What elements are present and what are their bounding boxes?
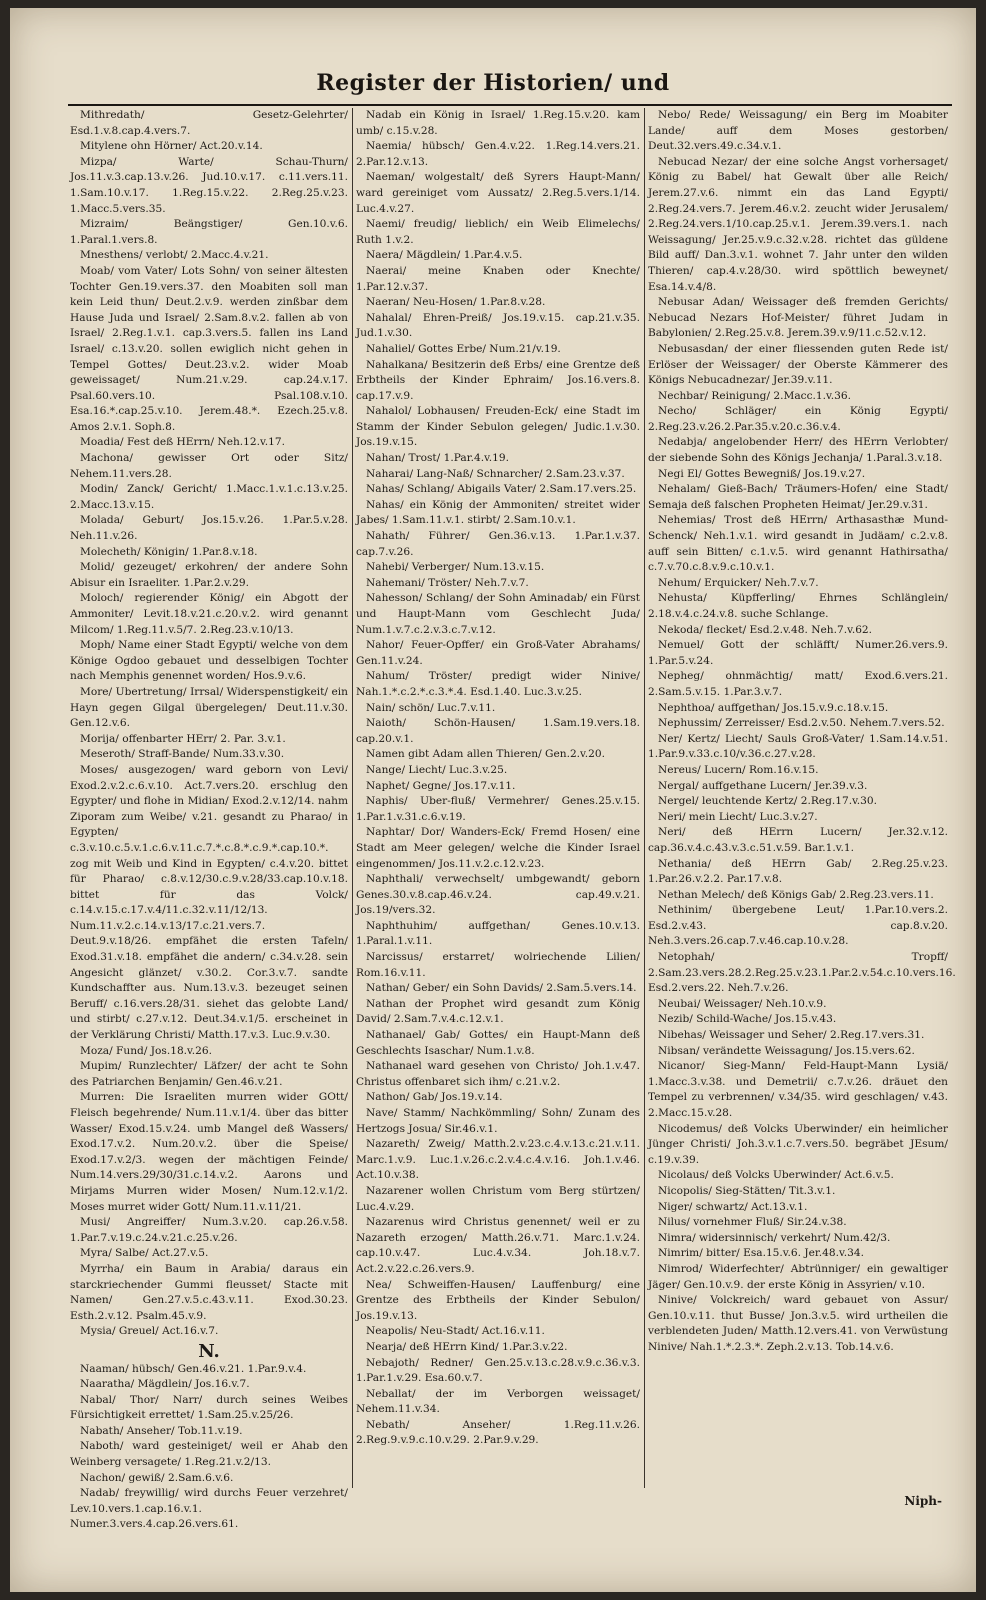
page-header: Register der Historien/ und <box>316 70 670 96</box>
register-entry: Morija/ offenbarter HErr/ 2. Par. 3.v.1. <box>80 732 286 745</box>
register-entry: Nephthoa/ auffgethan/ Jos.15.v.9.c.18.v.15. <box>658 701 889 714</box>
register-entry: Niger/ schwartz/ Act.13.v.1. <box>658 1200 808 1213</box>
register-entry: Naharai/ Lang-Naß/ Schnarcher/ 2.Sam.23.v.37. <box>366 467 625 480</box>
register-entry: Nahas/ Schlang/ Abigails Vater/ 2.Sam.17.vers.25. <box>366 483 637 496</box>
register-entry: Mysia/ Greuel/ Act.16.v.7. <box>80 1325 219 1338</box>
register-entry: Nimrod/ Widerfechter/ Abtrünniger/ ein gewaltiger Jäger/ Gen.10.v.9. der erste König in Assyrien/ v.10. <box>648 1262 948 1291</box>
register-entry: Nehalam/ Gieß-Bach/ Träumers-Hofen/ eine Stadt/ Semaja deß falschen Propheten Heimat/ Jer.29.v.31. <box>648 483 948 511</box>
register-entry: Nabal/ Thor/ Narr/ durch seines Weibes Fürsichtigkeit errettet/ 1.Sam.25.v.25/26. <box>70 1393 348 1422</box>
column-divider-2 <box>644 108 645 1488</box>
register-entry: Nezib/ Schild-Wache/ Jos.15.v.43. <box>658 1013 837 1026</box>
register-entry: Naera/ Mägdlein/ 1.Par.4.v.5. <box>366 249 523 262</box>
register-entry: Nehusta/ Küpfferling/ Ehrnes Schlänglein/ 2.18.v.4.c.24.v.8. suche Schlange. <box>648 592 948 620</box>
register-entry: Nearja/ deß HErrn Kind/ 1.Par.3.v.22. <box>366 1340 568 1353</box>
register-entry: Nilus/ vornehmer Fluß/ Sir.24.v.38. <box>658 1216 847 1229</box>
register-entry: Nabath/ Anseher/ Tob.11.v.19. <box>80 1424 243 1437</box>
register-entry: Mizpa/ Warte/ Schau-Thurn/ Jos.11.v.3.cap.13.v.26. Jud.10.v.17. c.11.vers.11. 1.Sam.10.v.17. 1.Reg.15.v.22. 2.Reg.25.v.23. 1.Macc.5.vers.35. <box>70 155 348 215</box>
register-entry: Naemi/ freudig/ lieblich/ ein Weib Elimelechs/ Ruth 1.v.2. <box>356 218 640 246</box>
register-entry: Nebajoth/ Redner/ Gen.25.v.13.c.28.v.9.c.36.v.3. 1.Par.1.v.29. Esa.60.v.7. <box>356 1356 640 1385</box>
register-entry: Nahaliel/ Gottes Erbe/ Num.21/v.19. <box>366 342 561 355</box>
register-entry: Ninive/ Volckreich/ ward gebauet von Assur/ Gen.10.v.11. thut Busse/ Jon.3.v.5. wird urtheilen die verblendeten Juden/ Matth.12.vers.41. von Verwüstung Ninive/ Nah.1.*.2.3.*. Zeph.2.v.13. Tob.14.v.6. <box>648 1294 948 1353</box>
register-entry: Naphis/ Uber-fluß/ Vermehrer/ Genes.25.v.15. 1.Par.1.v.31.c.6.v.19. <box>356 795 640 823</box>
register-entry: Nicopolis/ Sieg-Stätten/ Tit.3.v.1. <box>658 1184 836 1197</box>
register-entry: Nazareth/ Zweig/ Matth.2.v.23.c.4.v.13.c.21.v.11. Marc.1.v.9. Luc.1.v.26.c.2.v.4.c.4.v.16. Joh.1.v.46. Act.10.v.38. <box>356 1138 640 1182</box>
register-entry: Mupim/ Runzlechter/ Läfzer/ der acht te Sohn des Patriarchen Benjamin/ Gen.46.v.21. <box>70 1060 348 1088</box>
register-entry: Nazarener wollen Christum vom Berg stürtzen/ Luc.4.v.29. <box>356 1184 640 1213</box>
register-entry: Nedabja/ angelobender Herr/ des HErrn Verlobter/ der siebende Sohn des Königs Jechanja/ 1.Paral.3.v.18. <box>648 436 948 465</box>
register-entry: Mnesthens/ verlobt/ 2.Macc.4.v.21. <box>80 249 269 262</box>
header-rule <box>68 104 952 106</box>
register-entry: Nahum/ Tröster/ predigt wider Ninive/ Nah.1.*.c.2.*.c.3.*.4. Esd.1.40. Luc.3.v.25. <box>356 670 640 698</box>
register-entry: Namen gibt Adam allen Thieren/ Gen.2.v.20. <box>366 748 605 761</box>
register-entry: Nain/ schön/ Luc.7.v.11. <box>366 701 496 714</box>
register-entry: Nahath/ Führer/ Gen.36.v.13. 1.Par.1.v.37. cap.7.v.26. <box>356 530 640 558</box>
register-entry: Naerai/ meine Knaben oder Knechte/ 1.Par.12.v.37. <box>356 264 640 293</box>
register-entry: Molid/ gezeuget/ erkohren/ der andere Sohn Abisur ein Israeliter. 1.Par.2.v.29. <box>70 561 348 589</box>
register-entry: Nethania/ deß HErrn Gab/ 2.Reg.25.v.23. 1.Par.26.v.2.2. Par.17.v.8. <box>648 857 948 886</box>
register-entry: Naboth/ ward gesteiniget/ weil er Ahab den Weinberg versagete/ 1.Reg.21.v.2/13. <box>70 1440 348 1469</box>
register-entry: Nibehas/ Weissager und Seher/ 2.Reg.17.vers.31. <box>658 1029 925 1042</box>
register-entry: Nepheg/ ohnmächtig/ matt/ Exod.6.vers.21. 2.Sam.5.v.15. 1.Par.3.v.7. <box>648 670 948 698</box>
register-entry: Neballat/ der im Verborgen weissaget/ Nehem.11.v.34. <box>356 1387 640 1416</box>
register-entry: Naeran/ Neu-Hosen/ 1.Par.8.v.28. <box>366 296 546 309</box>
register-entry: Nethinim/ übergebene Leut/ 1.Par.10.vers.2. Esd.2.v.43. cap.8.v.20. Neh.3.vers.26.cap.7.v.46.cap.10.v.28. <box>648 904 948 948</box>
register-entry: Nahor/ Feuer-Opffer/ ein Groß-Vater Abrahams/ Gen.11.v.24. <box>356 639 640 667</box>
register-entry: Neapolis/ Neu-Stadt/ Act.16.v.11. <box>366 1325 545 1338</box>
register-entry: Moph/ Name einer Stadt Egypti/ welche von dem Könige Ogdoo gebauet und desselbigen Tochter nach Memphis genennet worden/ Hos.9.v.6. <box>70 639 348 683</box>
register-entry: Mithredath/ Gesetz-Gelehrter/ Esd.1.v.8.cap.4.vers.7. <box>70 109 348 137</box>
register-entry: Modin/ Zanck/ Gericht/ 1.Macc.1.v.1.c.13.v.25. 2.Macc.13.v.15. <box>70 483 348 511</box>
register-entry: Nahan/ Trost/ 1.Par.4.v.19. <box>366 452 510 465</box>
register-entry: Nadab ein König in Israel/ 1.Reg.15.v.20. kam umb/ c.15.v.28. <box>356 109 640 137</box>
register-entry: Mizraim/ Beängstiger/ Gen.10.v.6. 1.Paral.1.vers.8. <box>70 218 348 246</box>
register-entry: Naphthali/ verwechselt/ umbgewandt/ geborn Genes.30.v.8.cap.46.v.24. cap.49.v.21. Jos.19/vers.32. <box>356 873 640 917</box>
register-entry: Nathan/ Geber/ ein Sohn Davids/ 2.Sam.5.vers.14. <box>366 982 637 995</box>
register-entry: Nave/ Stamm/ Nachkömmling/ Sohn/ Zunam des Hertzogs Josua/ Sir.46.v.1. <box>356 1107 640 1135</box>
register-entry: Naaman/ hübsch/ Gen.46.v.21. 1.Par.9.v.4. <box>80 1362 307 1375</box>
register-entry: Nathan der Prophet wird gesandt zum König David/ 2.Sam.7.v.4.c.12.v.1. <box>356 997 640 1026</box>
register-entry: Naaratha/ Mägdlein/ Jos.16.v.7. <box>80 1378 250 1391</box>
register-entry: Moab/ vom Vater/ Lots Sohn/ von seiner ältesten Tochter Gen.19.vers.37. den Moabiten soll man kein Leid thun/ Deut.2.v.9. werden zinßbar dem Hause Juda und Israel/ 2.Sam.8.v.2. fallen ab von Israel/ 2.Reg.1.v.1. cap.3.vers.5. fallen ins Land Israel/ c.13.v.20. sollen ewiglich nicht gehen in Tempel Gottes/ Deut.23.v.2. wider Moab geweissaget/ Num.21.v.29. cap.24.v.17. Psal.60.vers.10. Psal.108.v.10. Esa.16.*.cap.25.v.10. Jerem.48.*. Ezech.25.v.8. Amos 2.v.1. Soph.8. <box>70 264 348 433</box>
register-entry: Neri/ deß HErrn Lucern/ Jer.32.v.12. cap.36.v.4.c.43.v.3.c.51.v.59. Bar.1.v.1. <box>648 826 948 854</box>
register-entry: Moza/ Fund/ Jos.18.v.26. <box>80 1044 212 1057</box>
register-entry: Naioth/ Schön-Hausen/ 1.Sam.19.vers.18. cap.20.v.1. <box>356 717 640 745</box>
register-entry: Nathanael/ Gab/ Gottes/ ein Haupt-Mann deß Geschlechts Isaschar/ Num.1.v.8. <box>356 1029 640 1057</box>
register-entry: Nahalal/ Ehren-Preiß/ Jos.19.v.15. cap.21.v.35. Jud.1.v.30. <box>356 311 640 340</box>
register-entry: Nahebi/ Verberger/ Num.13.v.15. <box>366 561 545 574</box>
register-entry: Mitylene ohn Hörner/ Act.20.v.14. <box>80 140 263 153</box>
register-entry: Nebusar Adan/ Weissager deß fremden Gerichts/ Nebucad Nezars Hof-Meister/ führet Judam in Babylonien/ 2.Reg.25.v.8. Jerem.39.v.9/11.c.52.v.12. <box>648 296 948 340</box>
register-entry: Nazarenus wird Christus genennet/ weil er zu Nazareth erzogen/ Matth.26.v.71. Marc.1.v.24. cap.10.v.47. Luc.4.v.34. Joh.18.v.7. Act.2.v.22.c.26.vers.9. <box>356 1216 640 1275</box>
register-entry: Nahalol/ Lobhausen/ Freuden-Eck/ eine Stadt im Stamm der Kinder Sebulon gelegen/ Judic.1.v.30. Jos.19.v.15. <box>356 405 640 449</box>
register-entry: Nahesson/ Schlang/ der Sohn Aminadab/ ein Fürst und Haupt-Mann vom Geschlecht Juda/ Num.1.v.7.c.2.v.3.c.7.v.12. <box>356 592 640 636</box>
register-entry: Nethan Melech/ deß Königs Gab/ 2.Reg.23.vers.11. <box>658 888 934 901</box>
register-entry: Murren: Die Israeliten murren wider GOtt/ Fleisch begehrende/ Num.11.v.1/4. über das bitter Wasser/ Exod.15.v.24. umb Mangel deß Wassers/ Exod.17.v.2. Num.20.v.2. über die Speise/ Exod.17.v.2/3. wegen der mächtigen Feinde/ Num.14.vers.29/30/31.c.14.v.2. Aarons und Mirjams Murren wider Mosen/ Num.12.v.1/2. Moses murret wider Gott/ Num.11.v.11/21. <box>70 1091 348 1213</box>
register-entry: Nathanael ward gesehen von Christo/ Joh.1.v.47. Christus offenbaret sich ihm/ c.21.v.2. <box>356 1060 640 1088</box>
register-entry: Nereus/ Lucern/ Rom.16.v.15. <box>658 763 819 776</box>
register-entry: Machona/ gewisser Ort oder Sitz/ Nehem.11.vers.28. <box>70 452 348 480</box>
register-entry: Nicodemus/ deß Volcks Uberwinder/ ein heimlicher Jünger Christi/ Joh.3.v.1.c.7.vers.50. begräbet JEsum/ c.19.v.39. <box>648 1122 948 1166</box>
register-entry: Necho/ Schläger/ ein König Egypti/ 2.Reg.23.v.26.2.Par.35.v.20.c.36.v.4. <box>648 405 948 433</box>
register-entry: Negi El/ Gottes Bewegniß/ Jos.19.v.27. <box>658 467 866 480</box>
register-entry: Nebusasdan/ der einer fliessenden guten Rede ist/ Erlöser der Weissager/ der Oberste Kämmerer des Königs Nebucadnezar/ Jer.39.v.11. <box>648 342 948 387</box>
register-entry: Nehum/ Erquicker/ Neh.7.v.7. <box>658 576 819 589</box>
register-entry: Nemuel/ Gott der schläfft/ Numer.26.vers.9. 1.Par.5.v.24. <box>648 639 948 667</box>
register-entry: Naphthuhim/ auffgethan/ Genes.10.v.13. 1.Paral.1.v.11. <box>356 919 640 948</box>
register-entry: Nicolaus/ deß Volcks Uberwinder/ Act.6.v.5. <box>658 1169 894 1182</box>
register-entry: Nebath/ Anseher/ 1.Reg.11.v.26. 2.Reg.9.v.9.c.10.v.29. 2.Par.9.v.29. <box>356 1418 640 1447</box>
register-entry: Nergal/ auffgethane Lucern/ Jer.39.v.3. <box>658 779 868 792</box>
register-entry: Nechbar/ Reinigung/ 2.Macc.1.v.36. <box>658 389 851 402</box>
register-entry: Nadab/ freywillig/ wird durchs Feuer verzehret/ Lev.10.vers.1.cap.16.v.1. Numer.3.vers.4.cap.26.vers.61. <box>70 1487 348 1531</box>
register-entry: Nathon/ Gab/ Jos.19.v.14. <box>366 1091 503 1104</box>
register-entry: Myra/ Salbe/ Act.27.v.5. <box>80 1247 209 1260</box>
register-entry: More/ Ubertretung/ Irrsal/ Widerspenstigkeit/ ein Hayn gegen Gilgal übergelegen/ Deut.11.v.30. Gen.12.v.6. <box>70 685 348 730</box>
register-entry: Ner/ Kertz/ Liecht/ Sauls Groß-Vater/ 1.Sam.14.v.51. 1.Par.9.v.33.c.10/v.36.c.27.v.28. <box>648 732 948 761</box>
register-entry: Neri/ mein Liecht/ Luc.3.v.27. <box>658 810 818 823</box>
register-entry: Nea/ Schweiffen-Hausen/ Lauffenburg/ eine Grentze des Erbtheils der Kinder Sebulon/ Jos.19.v.13. <box>356 1278 640 1322</box>
register-entry: Molada/ Geburt/ Jos.15.v.26. 1.Par.5.v.28. Neh.11.v.26. <box>70 514 348 543</box>
register-entry: Naphtar/ Dor/ Wanders-Eck/ Fremd Hosen/ eine Stadt am Meer gelegen/ welche die Kinder Israel eingenommen/ Jos.11.v.2.c.12.v.23. <box>356 826 640 870</box>
register-entry: Nimrim/ bitter/ Esa.15.v.6. Jer.48.v.34. <box>658 1247 864 1260</box>
register-entry: Musi/ Angreiffer/ Num.3.v.20. cap.26.v.58. 1.Par.7.v.19.c.24.v.21.c.25.v.26. <box>70 1216 348 1244</box>
register-entry: Nibsan/ verändette Weissagung/ Jos.15.vers.62. <box>658 1044 915 1057</box>
register-entry: Moloch/ regierender König/ ein Abgott der Ammoniter/ Levit.18.v.21.c.20.v.2. wird genannt Milcom/ 1.Reg.11.v.5/7. 2.Reg.23.v.10/13. <box>70 592 348 636</box>
register-entry: Nange/ Liecht/ Luc.3.v.25. <box>366 763 508 776</box>
register-entry: Nebucad Nezar/ der eine solche Angst vorhersaget/ König zu Babel/ hat Gewalt über alle Reich/ Jerem.27.v.6. nimmt ein das Land Egypti/ 2.Reg.24.vers.7. Jerem.46.v.2. zeucht wider Jerusalem/ 2.Reg.24.vers.1/10.cap.25.v.1. Jerem.39.vers.1. nach Weissagung/ Jer.25.v.9.c.32.v.28. richtet das güldene Bild auff/ Dan.3.v.1. wohnet 7. Jahr unter den wilden Thieren/ cap.4.v.28/30. wird spöttlich beweynet/ Esa.14.v.4/8. <box>648 155 948 293</box>
register-entry: Narcissus/ erstarret/ wolriechende Lilien/ Rom.16.v.11. <box>356 951 640 979</box>
register-entry: Nebo/ Rede/ Weissagung/ ein Berg im Moabiter Lande/ auff dem Moses gestorben/ Deut.32.vers.49.c.34.v.1. <box>648 109 948 153</box>
register-entry: Nachon/ gewiß/ 2.Sam.6.v.6. <box>80 1471 234 1484</box>
register-entry: Nimra/ widersinnisch/ verkehrt/ Num.42/3. <box>658 1231 891 1244</box>
section-letter-heading: N. <box>198 1340 220 1362</box>
register-entry: Nahas/ ein König der Ammoniten/ streitet wider Jabes/ 1.Sam.11.v.1. stirbt/ 2.Sam.10.v.1. <box>356 498 640 527</box>
register-entry: Naeman/ wolgestalt/ deß Syrers Haupt-Mann/ ward gereiniget vom Aussatz/ 2.Reg.5.vers.1/14. Luc.4.v.27. <box>356 171 640 215</box>
register-entry: Nehemias/ Trost deß HErrn/ Arthasasthæ Mund-Schenck/ Neh.1.v.1. wird gesandt in Judäam/ c.2.v.8. auff sein Bitten/ c.1.v.5. wird genannt Hathirsatha/ c.7.v.70.c.8.v.9.c.10.v.1. <box>648 514 948 574</box>
column-left <box>70 108 348 1531</box>
column-right <box>648 108 956 1488</box>
register-entry: Nahemani/ Tröster/ Neh.7.v.7. <box>366 576 529 589</box>
register-entry: Nekoda/ flecket/ Esd.2.v.48. Neh.7.v.62. <box>658 623 873 636</box>
catchword: Niph- <box>904 1494 942 1508</box>
register-entry: Naemia/ hübsch/ Gen.4.v.22. 1.Reg.14.vers.21. 2.Par.12.v.13. <box>356 140 640 168</box>
register-entry: Molecheth/ Königin/ 1.Par.8.v.18. <box>80 545 258 558</box>
register-entry: Moses/ ausgezogen/ ward geborn von Levi/ Exod.2.v.2.c.6.v.10. Act.7.vers.20. erschlug den Egypter/ und flohe in Midian/ Exod.2.v.12/14. nahm Ziporam zum Weibe/ v.21. gesandt zu Pharao/ in Egypten/ c.3.v.10.c.5.v.1.c.6.v.11.c.7.*.c.8.*.c.9.*.cap.10.*. zog mit Weib und Kind in Egypten/ c.4.v.20. bittet für Pharao/ c.8.v.12/30.c.9.v.28/33.cap.10.v.18. bittet für das Volck/ c.14.v.15.c.17.v.4/11.c.32.v.11/12/13. Num.11.v.2.c.14.v.13/17.c.21.vers.7. Deut.9.v.18/26. empfähet die ersten Tafeln/ Exod.31.v.18. empfähet die andern/ c.34.v.28. sein Angesicht glänzet/ v.30.2. Cor.3.v.7. sandte Kundschaffter aus. Num.13.v.3. bezeuget seinen Beruff/ c.16.vers.28/31. siehet das gelobte Land/ und stirbt/ c.27.v.12. Deut.34.v.1/5. erscheinet in der Verklärung Christi/ Matth.17.v.3. Luc.9.v.30. <box>70 763 348 1042</box>
register-entry: Nahalkana/ Besitzerin deß Erbs/ eine Grentze deß Erbtheils der Kinder Ephraim/ Jos.16.vers.8. cap.17.v.9. <box>356 358 640 402</box>
register-entry: Moadia/ Fest deß HErrn/ Neh.12.v.17. <box>80 436 285 449</box>
register-entry: Nicanor/ Sieg-Mann/ Feld-Haupt-Mann Lysiä/ 1.Macc.3.v.38. und Demetrii/ c.7.v.26. dräuet den Tempel zu verbrennen/ v.34/35. wird geschlagen/ v.43. 2.Macc.15.v.28. <box>648 1060 948 1119</box>
column-divider-1 <box>352 108 353 1488</box>
register-entry: Meseroth/ Straff-Bande/ Num.33.v.30. <box>80 748 285 761</box>
register-entry: Naphet/ Gegne/ Jos.17.v.11. <box>366 779 516 792</box>
register-entry: Nephussim/ Zerreisser/ Esd.2.v.50. Nehem.7.vers.52. <box>658 717 945 730</box>
column-middle <box>356 108 640 1488</box>
register-entry: Nergel/ leuchtende Kertz/ 2.Reg.17.v.30. <box>658 795 878 808</box>
register-entry: Neubai/ Weissager/ Neh.10.v.9. <box>658 997 827 1010</box>
register-entry: Myrrha/ ein Baum in Arabia/ daraus ein starckriechender Gummi fleusset/ Stacte mit Namen/ Gen.27.v.5.c.43.v.11. Exod.30.23. Esth.2.v.12. Psalm.45.v.9. <box>70 1262 348 1322</box>
book-page <box>10 8 976 1592</box>
register-entry: Netophah/ Tropff/ 2.Sam.23.vers.28.2.Reg.25.v.23.1.Par.2.v.54.c.10.vers.16. Esd.2.vers.22. Neh.7.v.26. <box>648 951 956 995</box>
